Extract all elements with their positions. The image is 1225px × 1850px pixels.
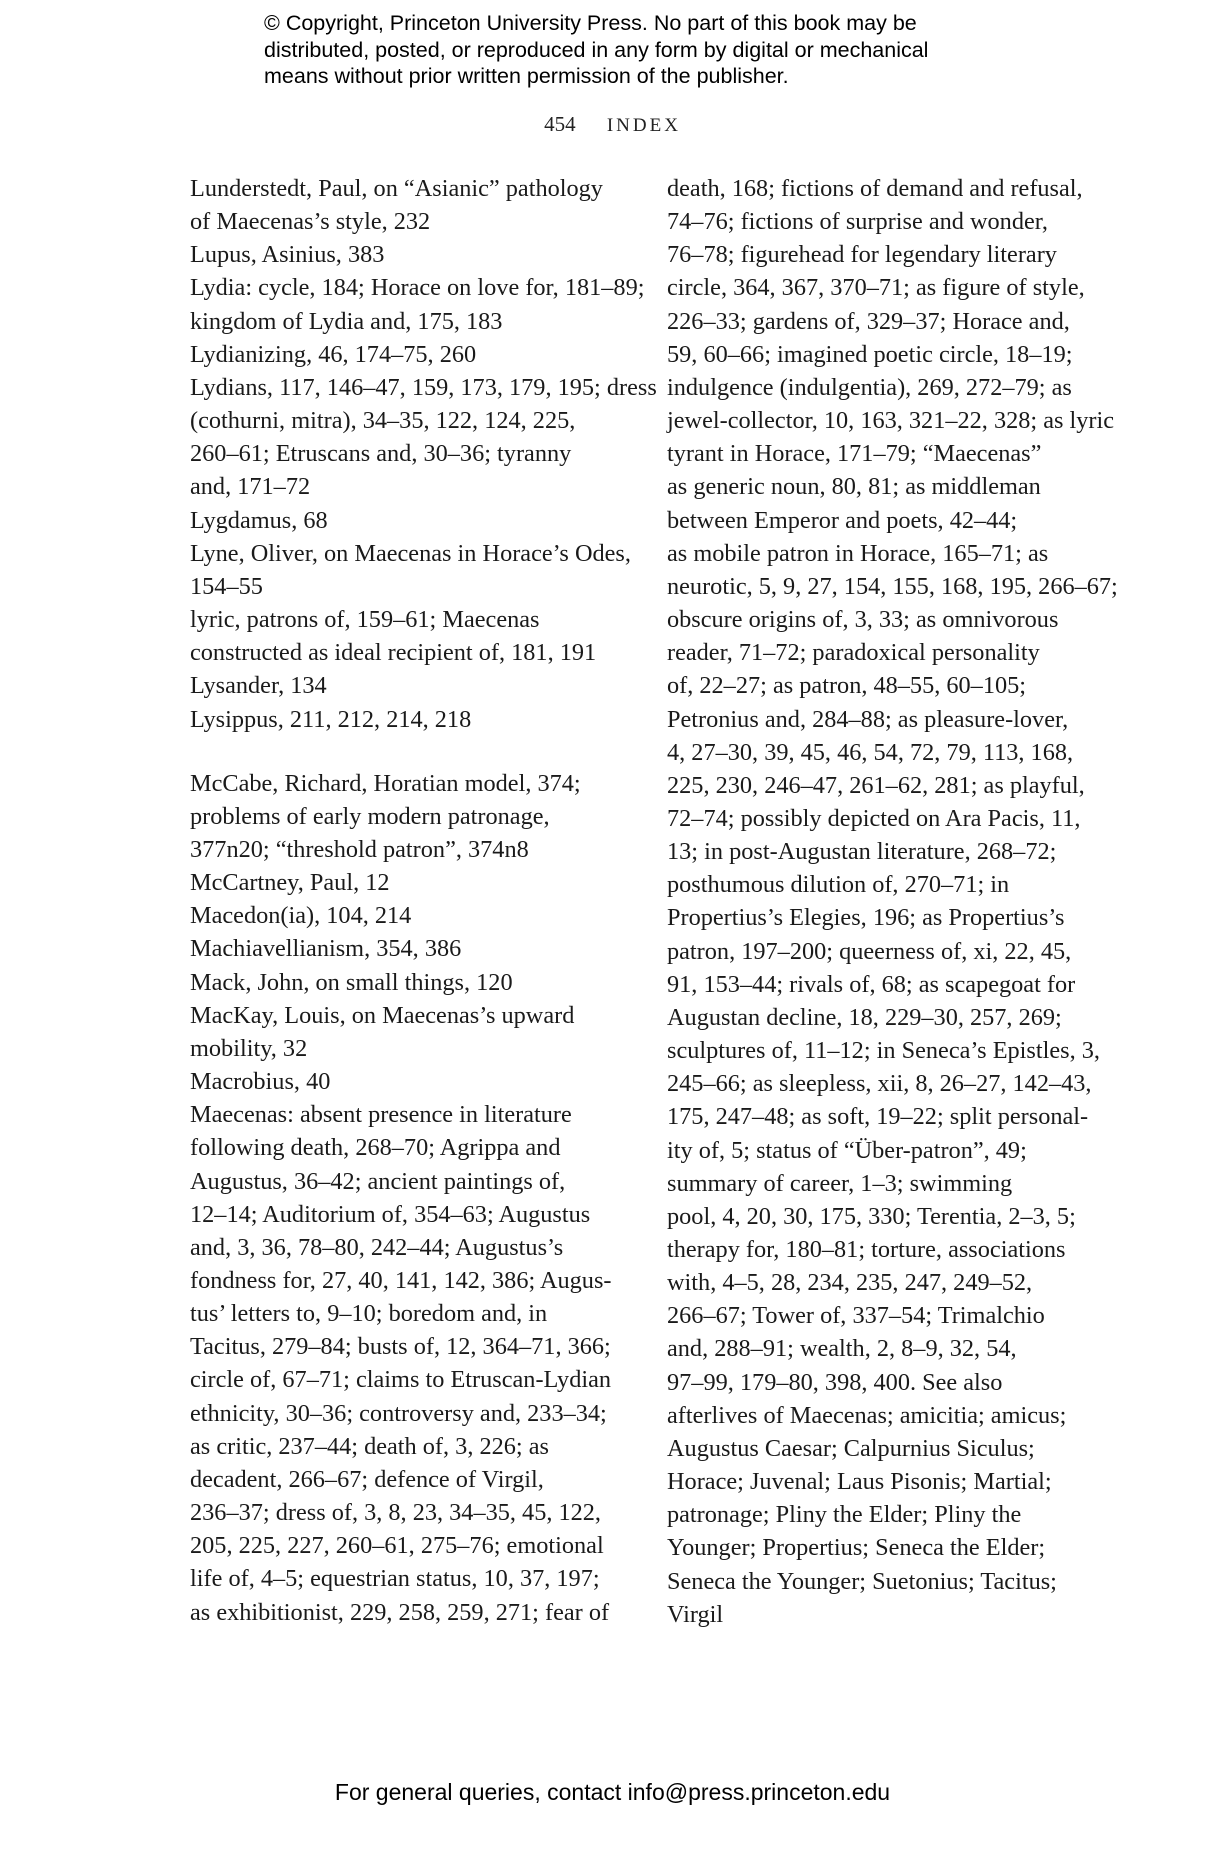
index-entry-line: fondness for, 27, 40, 141, 142, 386; Augus- — [190, 1267, 612, 1294]
index-entry-line: obscure origins of, 3, 33; as omnivorous — [667, 606, 1059, 634]
index-entry-line: Augustan decline, 18, 229–30, 257, 269; — [667, 1003, 1062, 1031]
index-entry-line: as generic noun, 80, 81; as middleman — [667, 473, 1041, 501]
index-entry-line: circle of, 67–71; claims to Etruscan-Lydian — [190, 1366, 612, 1394]
index-entry-line: Seneca the Younger; Suetonius; Tacitus; — [667, 1567, 1057, 1595]
index-entry-line: Horace; Juvenal; Laus Pisonis; Martial; — [667, 1468, 1052, 1496]
index-entry — [190, 966, 610, 999]
index-entry-line: Lyne, Oliver, on Maecenas in Horace’s Odes, — [190, 539, 631, 567]
index-entry-line: problems of early modern patronage, — [190, 802, 550, 830]
index-entry — [190, 866, 610, 899]
index-entry-line: and, 288–91; wealth, 2, 8–9, 32, 54, — [667, 1335, 1017, 1363]
copyright-line: distributed, posted, or reproduced in any form by digital or mechanical — [264, 37, 929, 62]
index-entry-line: and, 3, 36, 78–80, 242–44; Augustus’s — [190, 1233, 564, 1261]
index-entry-line: tyrant in Horace, 171–79; “Maecenas” — [667, 440, 1042, 468]
index-entry-line: reader, 71–72; paradoxical personality — [667, 639, 1040, 667]
index-entry-line: decadent, 266–67; defence of Virgil, — [190, 1465, 544, 1493]
index-entry — [190, 504, 610, 537]
index-entry-line: 236–37; dress of, 3, 8, 23, 34–35, 45, 122, — [190, 1499, 602, 1527]
index-entry — [190, 999, 610, 1065]
index-entry-line: 266–67; Tower of, 337–54; Trimalchio — [667, 1302, 1045, 1330]
copyright-notice — [264, 10, 1024, 90]
index-group-m — [190, 767, 610, 1629]
index-entry-line: Lygdamus, 68 — [190, 506, 328, 534]
index-entry-line: Propertius’s Elegies, 196; as Propertius’s — [667, 904, 1065, 932]
index-entry-line: following death, 268–70; Agrippa and — [190, 1134, 561, 1162]
index-entry-line: of, 22–27; as patron, 48–55, 60–105; — [667, 672, 1027, 700]
index-entry-line: 91, 153–44; rivals of, 68; as scapegoat for — [667, 970, 1076, 998]
index-entry-line: MacKay, Louis, on Maecenas’s upward — [190, 1001, 575, 1029]
index-entry — [190, 238, 610, 271]
index-entry — [190, 271, 645, 337]
index-entry-line: Lupus, Asinius, 383 — [190, 241, 385, 269]
footer-contact: For general queries, contact info@press.princeton.edu — [334, 1779, 891, 1805]
page-number: 454 — [544, 112, 576, 136]
index-entry-line: posthumous dilution of, 270–71; in — [667, 871, 1010, 899]
index-entry-line: as critic, 237–44; death of, 3, 226; as — [190, 1432, 549, 1460]
index-entry-line: Lydia: cycle, 184; Horace on love for, 181–89; — [190, 274, 645, 302]
index-group-l — [190, 172, 657, 736]
index-entry-line: 260–61; Etruscans and, 30–36; tyranny — [190, 440, 572, 468]
index-entry-line: patron, 197–200; queerness of, xi, 22, 45, — [667, 937, 1072, 965]
index-entry-line: between Emperor and poets, 42–44; — [667, 506, 1018, 534]
index-entry-line: as mobile patron in Horace, 165–71; as — [667, 539, 1049, 567]
copyright-line: means without prior written permission of the publisher. — [264, 64, 789, 88]
index-entry-line: summary of career, 1–3; swimming — [667, 1169, 1013, 1197]
group-separator — [190, 736, 610, 767]
index-entry-line: Macedon(ia), 104, 214 — [190, 902, 412, 930]
index-entry — [190, 1098, 610, 1629]
index-entry-line: 74–76; fictions of surprise and wonder, — [667, 208, 1048, 236]
index-entry — [190, 603, 610, 669]
index-entry-line: lyric, patrons of, 159–61; Maecenas — [190, 606, 540, 634]
index-entry-line: 245–66; as sleepless, xii, 8, 26–27, 142–43, — [667, 1070, 1092, 1098]
index-entry-line: mobility, 32 — [190, 1034, 308, 1062]
index-entry-line: and, 171–72 — [190, 473, 311, 501]
index-entry-line: 59, 60–66; imagined poetic circle, 18–19; — [667, 340, 1073, 368]
index-entry — [190, 1065, 610, 1098]
section-label: INDEX — [606, 115, 681, 136]
index-entry — [190, 669, 610, 702]
index-entry-line: Lysippus, 211, 212, 214, 218 — [190, 705, 472, 733]
copyright-line: © Copyright, Princeton University Press. No part of this book may be — [264, 11, 917, 35]
index-entry-line: with, 4–5, 28, 234, 235, 247, 249–52, — [667, 1269, 1033, 1297]
index-entry-line: ethnicity, 30–36; controversy and, 233–34; — [190, 1399, 607, 1427]
index-entry-line: 377n20; “threshold patron”, 374n8 — [190, 835, 529, 863]
index-entry-line: afterlives of Maecenas; amicitia; amicus; — [667, 1401, 1067, 1429]
index-entry-line: tus’ letters to, 9–10; boredom and, in — [190, 1300, 548, 1328]
index-entry-line: therapy for, 180–81; torture, associations — [667, 1236, 1066, 1263]
index-entry-line: Lydians, 117, 146–47, 159, 173, 179, 195; dress — [190, 373, 657, 401]
index-entry-line: Lysander, 134 — [190, 672, 327, 700]
index-entry-line: of Maecenas’s style, 232 — [190, 208, 431, 236]
index-entry-line: Younger; Propertius; Seneca the Elder; — [667, 1534, 1046, 1562]
index-entry — [190, 703, 610, 736]
index-entry-line: Machiavellianism, 354, 386 — [190, 935, 462, 963]
index-continuation — [667, 172, 1118, 1631]
index-entry-line: McCabe, Richard, Horatian model, 374; — [190, 769, 581, 797]
index-entry-line: jewel-collector, 10, 163, 321–22, 328; as lyric — [667, 407, 1115, 435]
index-entry-line: 76–78; figurehead for legendary literary — [667, 241, 1057, 269]
index-column-left — [190, 172, 657, 1629]
index-entry — [190, 338, 610, 371]
index-entry — [190, 537, 631, 603]
index-entry-line: kingdom of Lydia and, 175, 183 — [190, 307, 503, 335]
index-entry-line: 4, 27–30, 39, 45, 46, 54, 72, 79, 113, 168, — [667, 738, 1074, 766]
index-entry — [190, 899, 610, 932]
index-entry-line: 154–55 — [190, 572, 263, 600]
index-entry-line: 13; in post-Augustan literature, 268–72; — [667, 838, 1057, 866]
index-entry-line: Macrobius, 40 — [190, 1068, 331, 1096]
index-entry-line: 225, 230, 246–47, 261–62, 281; as playful, — [667, 771, 1085, 799]
index-entry-line: Tacitus, 279–84; busts of, 12, 364–71, 366; — [190, 1333, 611, 1361]
index-entry — [190, 371, 657, 504]
index-entry-line: death, 168; fictions of demand and refusal, — [667, 175, 1083, 202]
index-entry-line: sculptures of, 11–12; in Seneca’s Epistles, 3, — [667, 1037, 1101, 1065]
index-entry-line: (cothurni, mitra), 34–35, 122, 124, 225, — [190, 407, 576, 435]
running-head — [0, 112, 1225, 137]
index-entry-line: Virgil — [667, 1600, 724, 1628]
index-entry-line: circle, 364, 367, 370–71; as figure of style, — [667, 274, 1085, 302]
index-entry-line: Lunderstedt, Paul, on “Asianic” pathology — [190, 175, 603, 202]
index-entry-line: patronage; Pliny the Elder; Pliny the — [667, 1501, 1022, 1529]
index-entry-line: Augustus Caesar; Calpurnius Siculus; — [667, 1434, 1035, 1462]
index-entry-line: 175, 247–48; as soft, 19–22; split personal- — [667, 1103, 1089, 1131]
index-entry-line: 72–74; possibly depicted on Ara Pacis, 11, — [667, 804, 1081, 832]
index-entry-line: constructed as ideal recipient of, 181, 191 — [190, 639, 597, 667]
index-entry-line: Augustus, 36–42; ancient paintings of, — [190, 1167, 566, 1195]
index-entry-line: pool, 4, 20, 30, 175, 330; Terentia, 2–3, 5; — [667, 1202, 1076, 1230]
index-entry-line: 205, 225, 227, 260–61, 275–76; emotional — [190, 1532, 604, 1560]
index-entry-line: Mack, John, on small things, 120 — [190, 968, 513, 996]
index-entry-line: Petronius and, 284–88; as pleasure-lover, — [667, 705, 1069, 733]
index-entry-line: Maecenas: absent presence in literature — [190, 1101, 572, 1129]
index-entry-line: as exhibitionist, 229, 258, 259, 271; fear of — [190, 1598, 610, 1626]
index-column-right — [667, 172, 1118, 1631]
index-entry-line: ity of, 5; status of “Über-patron”, 49; — [667, 1136, 1027, 1164]
index-entry-line: 97–99, 179–80, 398, 400. See also — [667, 1368, 1003, 1396]
index-entry — [190, 932, 610, 965]
index-entry-line: 12–14; Auditorium of, 354–63; Augustus — [190, 1200, 591, 1228]
index-entry-line: neurotic, 5, 9, 27, 154, 155, 168, 195, 266–67; — [667, 572, 1118, 600]
index-entry-line: 226–33; gardens of, 329–37; Horace and, — [667, 307, 1070, 335]
index-entry-line: life of, 4–5; equestrian status, 10, 37, 197; — [190, 1565, 600, 1593]
index-entry-line: indulgence (indulgentia), 269, 272–79; as — [667, 373, 1072, 401]
index-entry — [190, 767, 610, 866]
index-entry-line: McCartney, Paul, 12 — [190, 869, 390, 897]
index-entry — [190, 172, 610, 238]
index-entry-line: Lydianizing, 46, 174–75, 260 — [190, 340, 477, 368]
